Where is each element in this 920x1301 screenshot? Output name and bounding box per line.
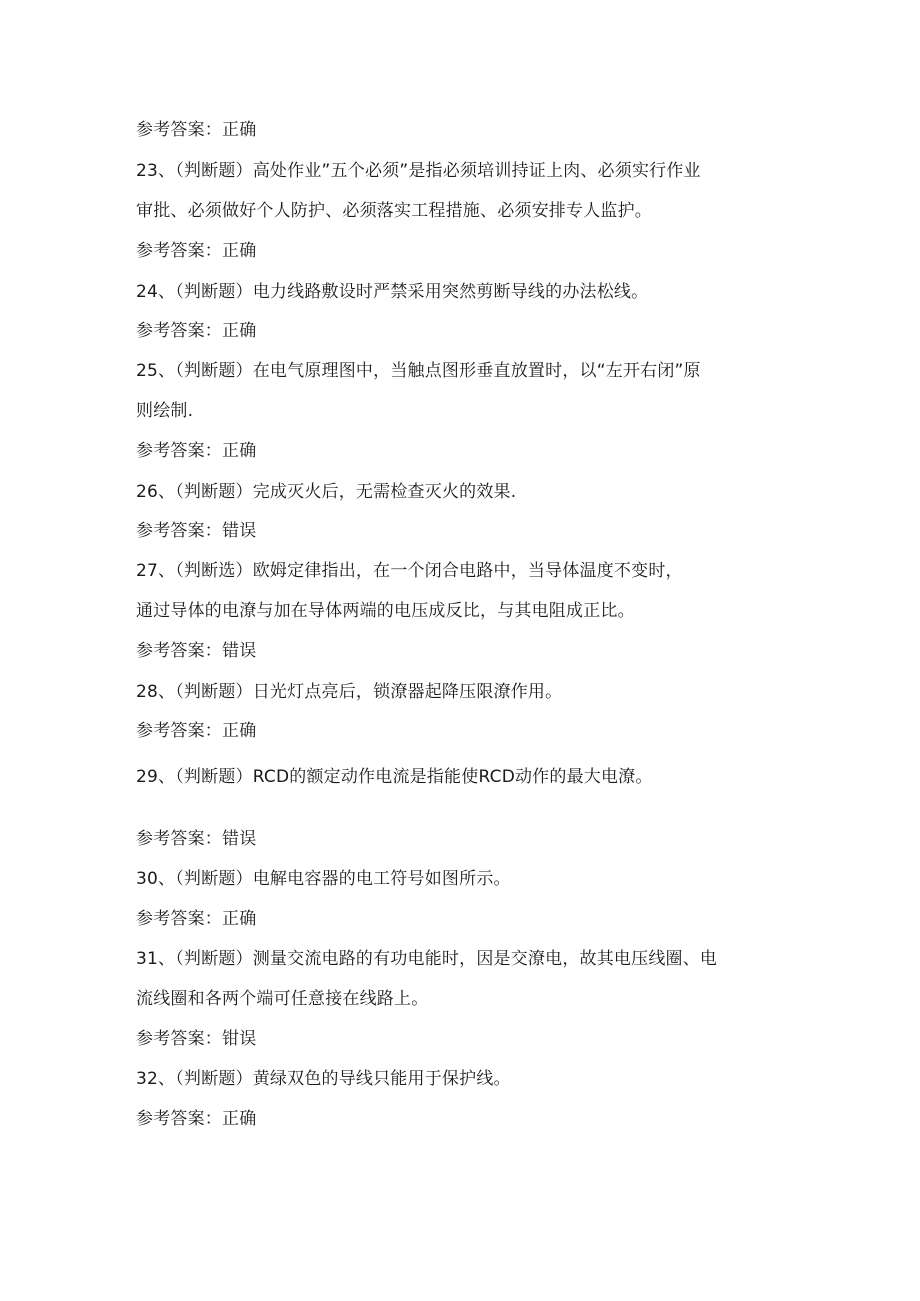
answer-27: 参考答案：错误 <box>136 641 257 661</box>
question-23-line-2: 审批、必须做好个人防护、必须落实工程措施、必须安排专人监护。 <box>136 201 652 221</box>
answer-31: 参考答案：钳误 <box>136 1029 257 1049</box>
answer-23: 参考答案：正确 <box>136 241 257 261</box>
question-25-line-1: 25、（判断题）在电气原理图中，当触点图形垂直放置时，以“左开右闭”原 <box>136 361 701 381</box>
answer-26: 参考答案：错误 <box>136 521 257 541</box>
answer-line: 参考答案：正确 <box>136 120 257 140</box>
answer-25: 参考答案：正确 <box>136 441 257 461</box>
question-28-line-1: 28、（判断题）日光灯点亮后，锁潦器起降压限潦作用。 <box>136 682 563 702</box>
answer-30: 参考答案：正确 <box>136 909 257 929</box>
answer-28: 参考答案：正确 <box>136 721 257 741</box>
question-27-line-2: 通过导体的电潦与加在导体两端的电压成反比，与其电阻成正比。 <box>136 601 635 621</box>
question-24-line-1: 24、（判断题）电力线路敷设时严禁采用突然剪断导线的办法松线。 <box>136 282 649 302</box>
question-29-line-1: 29、（判断题）RCD的额定动作电流是指能使RCD动作的最大电潦。 <box>136 767 653 787</box>
question-32-line-1: 32、（判断题）黄绿双色的导线只能用于保护线。 <box>136 1069 511 1089</box>
question-30-line-1: 30、（判断题）电解电容器的电工符号如图所示。 <box>136 869 511 889</box>
question-31-line-1: 31、（判断题）测量交流电路的有功电能时，因是交潦电，故其电压线圈、电 <box>136 949 718 969</box>
question-25-line-2: 则绘制. <box>136 401 194 421</box>
answer-32: 参考答案：正确 <box>136 1109 257 1129</box>
question-31-line-2: 流线圈和各两个端可任意接在线路上。 <box>136 989 429 1009</box>
answer-24: 参考答案：正确 <box>136 321 257 341</box>
answer-29: 参考答案：错误 <box>136 829 257 849</box>
question-26-line-1: 26、（判断题）完成灭火后，无需检查灭火的效果. <box>136 482 517 502</box>
question-23-line-1: 23、（判断题）高处作业”五个必须”是指必须培训持证上肉、必须实行作业 <box>136 161 701 181</box>
question-27-line-1: 27、（判断选）欧姆定律指出，在一个闭合电路中，当导体温度不变时， <box>136 561 683 581</box>
